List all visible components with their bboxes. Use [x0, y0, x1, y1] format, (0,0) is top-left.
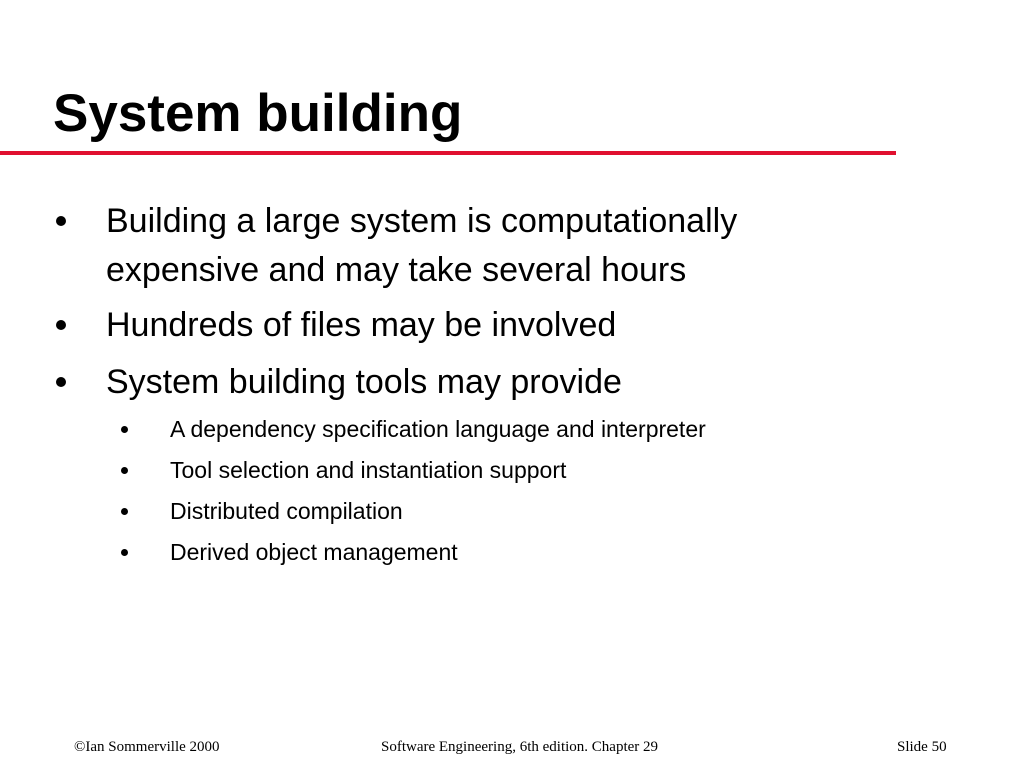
bullet-text: Hundreds of files may be involved — [106, 306, 617, 344]
sub-bullet-text: Tool selection and instantiation support — [170, 457, 567, 483]
bullet-text: System building tools may provide — [106, 363, 622, 401]
bullet-text: Building a large system is computationally expensive and may take several hours — [106, 202, 738, 289]
sub-bullet-text: Distributed compilation — [170, 498, 403, 524]
footer-book-title: Software Engineering, 6th edition. Chapter 29 — [381, 739, 659, 755]
sub-bullet-dot-icon — [121, 508, 128, 515]
sub-bullet-dot-icon — [121, 549, 128, 556]
sub-bullet-text: A dependency specification language and interpreter — [170, 416, 706, 442]
bullet-dot-icon — [56, 320, 66, 330]
sub-bullet-dot-icon — [121, 467, 128, 474]
slide-title: System building — [53, 84, 463, 143]
footer-slide-number: Slide 50 — [897, 739, 947, 755]
bullet-dot-icon — [56, 216, 66, 226]
sub-bullet-dot-icon — [121, 426, 128, 433]
title-underline — [0, 151, 896, 155]
footer-copyright: ©Ian Sommerville 2000 — [74, 739, 220, 755]
sub-bullet-text: Derived object management — [170, 539, 458, 565]
bullet-dot-icon — [56, 377, 66, 387]
